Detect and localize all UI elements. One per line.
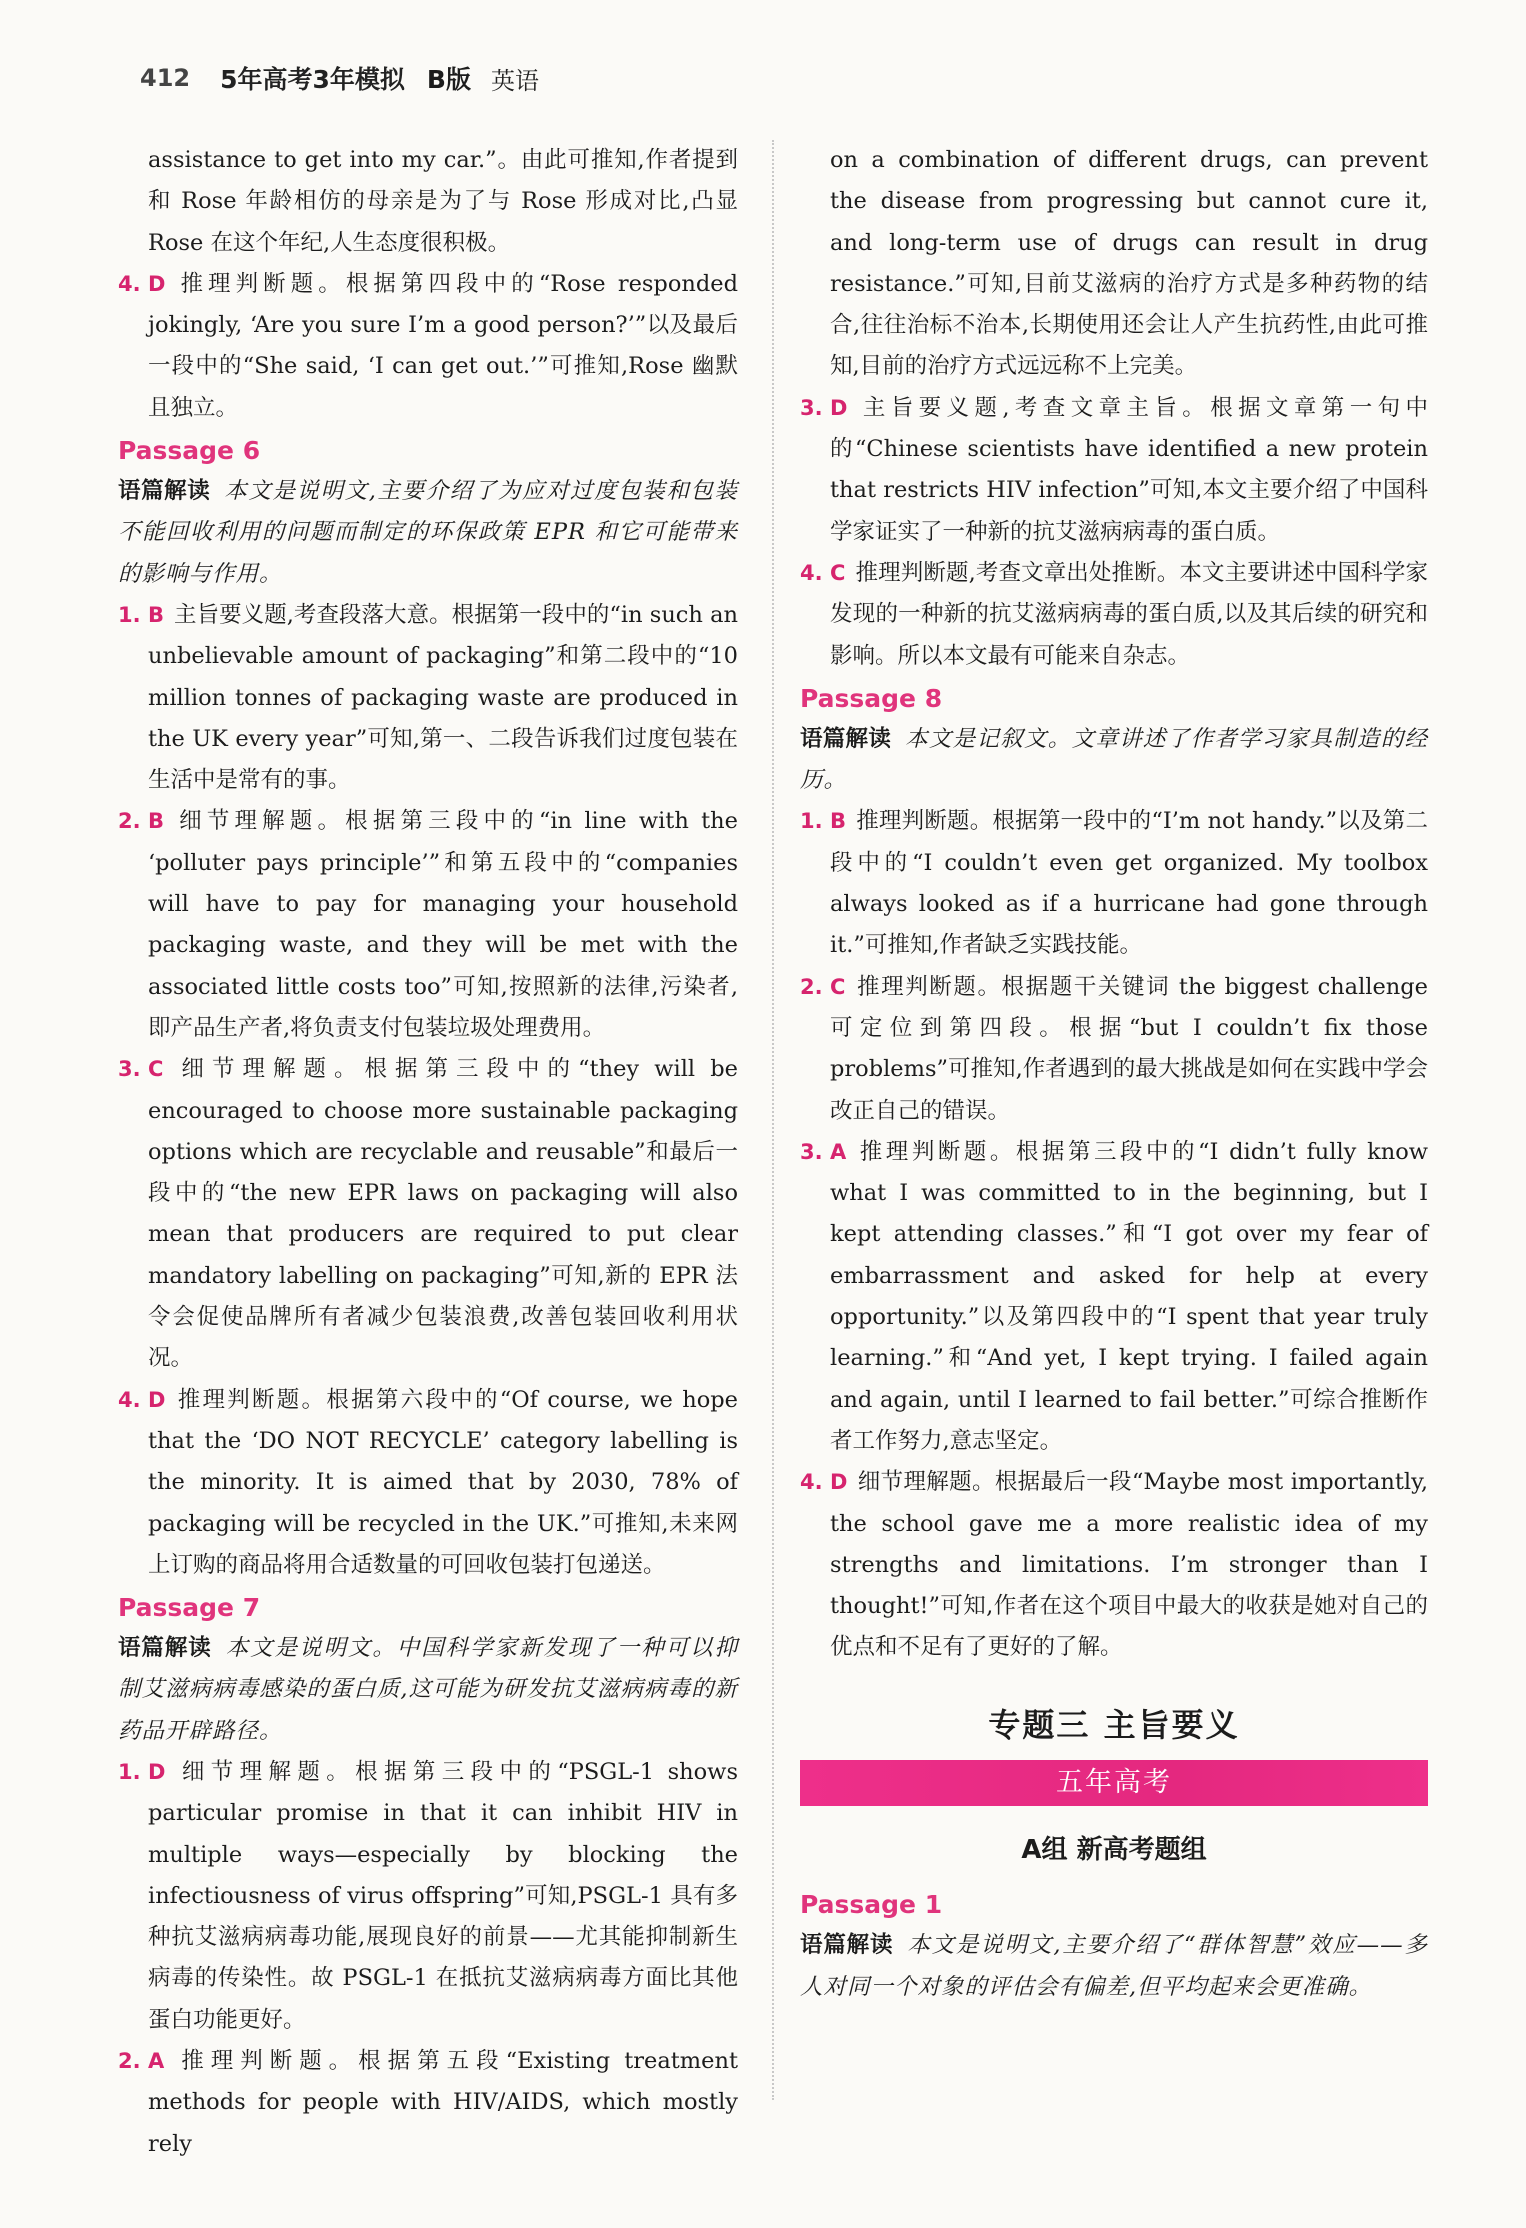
passage8-summary (800, 719, 1428, 802)
answer-item (800, 967, 1428, 1132)
answer-letter: C (830, 560, 846, 585)
left-column (118, 140, 738, 2165)
question-number: 4. (118, 271, 141, 296)
passage7-items-cont (800, 388, 1428, 677)
answer-letter: B (148, 809, 165, 834)
explanation-text: 推理判断题。根据题干关键词 the biggest challenge 可定位到第四段。根据“but I couldn’t fix those problems”可推知,作者遇到的最大挑战是如何在实践中学会改正自己的错误。 (830, 973, 1428, 1124)
explanation-text: 推理判断题。根据第五段“Existing treatment methods for people with HIV/AIDS, which mostly rely (148, 2048, 738, 2157)
summary-text: 本文是记叙文。文章讲述了作者学习家具制造的经历。 (800, 725, 1428, 794)
answer-letter: A (830, 1139, 847, 1164)
answer-letter: A (148, 2049, 165, 2074)
explanation-text: 推理判断题。根据第三段中的“I didn’t fully know what I was committed to in the beginning, but I kept attending classes.”和“I got over my fear of embarrassment and asked for help at every opportunity.”以及第四段中的“I spent that year truly learning.”和“And yet, I kept trying. I failed again and again, until I learned to fail better.”可综合推断作者工作努力,意志坚定。 (830, 1138, 1428, 1454)
page-header (140, 56, 1400, 100)
explanation-text: 细节理解题。根据第三段中的“in line with the ‘polluter pays principle’”和第五段中的“companies will have to pay for managing your household packaging waste, and they will be met with the associated little costs too”可知,按照新的法律,污染者,即产品生产者,将负责支付包装垃圾处理费用。 (148, 808, 738, 1041)
question-number: 3. (118, 1057, 141, 1082)
summary-label: 语篇解读 (800, 725, 892, 752)
book-title: 5年高考3年模拟 (220, 65, 405, 94)
explanation-text: 细节理解题。根据第三段中的“they will be encouraged to choose more sustainable packaging options which are recyclable and reusable”和最后一段中的“the new EPR laws on packaging will also mean that producers are required to put clear mandatory labelling on packaging”可知,新的 EPR 法令会促使品牌所有者减少包装浪费,改善包装回收利用状况。 (148, 1056, 738, 1372)
answer-letter: D (148, 1759, 166, 1784)
question-number: 3. (800, 395, 823, 420)
answer-item (800, 388, 1428, 553)
passage5-items (118, 264, 738, 429)
passage7-title: Passage 7 (118, 1593, 261, 1623)
book-subject: 英语 (490, 66, 539, 95)
summary-label: 语篇解读 (118, 1635, 212, 1662)
answer-item (118, 1752, 738, 2041)
topic-title: 专题三 主旨要义 (988, 1705, 1240, 1744)
explanation-text: 主旨要义题,考查段落大意。根据第一段中的“in such an unbelievable amount of packaging”和第二段中的“10 million tonnes of packaging waste are produced in the UK every year”可知,第一、二段告诉我们过度包装在生活中是常有的事。 (148, 601, 738, 794)
question-number: 2. (118, 809, 141, 834)
answer-item (800, 1462, 1428, 1668)
answer-letter: D (148, 1387, 166, 1412)
passage1-summary (800, 1925, 1428, 2008)
passage6-items (118, 595, 738, 1586)
answer-item (118, 1380, 738, 1586)
question-number: 1. (800, 809, 823, 834)
answer-item (800, 801, 1428, 966)
question-number: 4. (118, 1387, 141, 1412)
answer-item (118, 801, 738, 1049)
answer-letter: B (830, 809, 847, 834)
explanation-text: 主旨要义题,考查文章主旨。根据文章第一句中的“Chinese scientists have identified a new protein that restricts HIV infection”可知,本文主要介绍了中国科学家证实了一种新的抗艾滋病病毒的蛋白质。 (830, 394, 1428, 545)
explanation-text: 细节理解题。根据最后一段“Maybe most importantly, the school gave me a more realistic idea of my strengths and limitations. I’m stronger than I thought!”可知,作者在这个项目中最大的收获是她对自己的优点和不足有了更好的了解。 (830, 1469, 1428, 1661)
answer-item (118, 2041, 738, 2165)
answer-item (800, 553, 1428, 677)
passage8-items (800, 801, 1428, 1668)
summary-text: 本文是说明文,主要介绍了为应对过度包装和包装不能回收利用的问题而制定的环保政策 EPR 和它可能带来的影响与作用。 (118, 478, 738, 587)
summary-text: 本文是说明文,主要介绍了“群体智慧”效应——多人对同一个对象的评估会有偏差,但平均起来会更准确。 (800, 1932, 1428, 2000)
explanation-text: 推理判断题。根据第一段中的“I’m not handy.”以及第二段中的“I couldn’t even get organized. My toolbox always looked as if a hurricane had gone through it.”可推知,作者缺乏实践技能。 (830, 808, 1428, 959)
section-banner: 五年高考 (800, 1760, 1428, 1806)
passage6-summary (118, 471, 738, 595)
right-column (800, 140, 1428, 2008)
answer-item (118, 1049, 738, 1379)
passage5-continuation: assistance to get into my car.”。由此可推知,作者提到和 Rose 年龄相仿的母亲是为了与 Rose 形成对比,凸显 Rose 在这个年纪,人生态度很积极。 (148, 147, 738, 256)
answer-letter: C (830, 974, 846, 999)
answer-letter: D (148, 271, 166, 296)
book-edition: B版 (426, 65, 471, 94)
answer-letter: B (148, 602, 165, 627)
question-number: 1. (118, 602, 141, 627)
column-divider (772, 140, 774, 2100)
question-number: 2. (118, 2049, 141, 2074)
passage8-title: Passage 8 (800, 683, 943, 713)
answer-item (800, 1132, 1428, 1462)
question-number: 3. (800, 1139, 823, 1164)
passage7-continuation: on a combination of different drugs, can prevent the disease from progressing but cannot cure it, and long-term use of drugs can result in drug resistance.”可知,目前艾滋病的治疗方式是多种药物的结合,往往治标不治本,长期使用还会让人产生抗药性,由此可推知,目前的治疗方式远远称不上完美。 (830, 147, 1428, 380)
passage7-summary (118, 1628, 738, 1752)
question-number: 1. (118, 1759, 141, 1784)
page-number: 412 (140, 64, 191, 92)
passage7-items (118, 1752, 738, 2165)
question-number: 2. (800, 974, 823, 999)
answer-letter: C (148, 1057, 164, 1082)
question-number: 4. (800, 560, 823, 585)
passage1-title: Passage 1 (800, 1890, 943, 1920)
answer-item (118, 595, 738, 801)
summary-label: 语篇解读 (118, 478, 211, 505)
explanation-text: 细节理解题。根据第三段中的“PSGL-1 shows particular promise in that it can inhibit HIV in multiple ways—especially by blocking the infectiousness of virus offspring”可知,PSGL-1 具有多种抗艾滋病病毒功能,展现良好的前景——尤其能抑制新生病毒的传染性。故 PSGL-1 在抵抗艾滋病病毒方面比其他蛋白功能更好。 (148, 1758, 738, 2033)
explanation-text: 推理判断题。根据第六段中的“Of course, we hope that the ‘DO NOT RECYCLE’ category labelling is the minority. It is aimed that by 2030, 78% of packaging will be recycled in the UK.”可推知,未来网上订购的商品将用合适数量的可回收包装打包递送。 (148, 1386, 738, 1578)
explanation-text: 推理判断题。根据第四段中的“Rose responded jokingly, ‘Are you sure I’m a good person?’”以及最后一段中的“She said, ‘I can get out.’”可推知,Rose 幽默且独立。 (148, 270, 738, 421)
summary-text: 本文是说明文。中国科学家新发现了一种可以抑制艾滋病病毒感染的蛋白质,这可能为研发抗艾滋病病毒的新药品开辟路径。 (118, 1635, 738, 1744)
question-number: 4. (800, 1470, 823, 1495)
passage6-title: Passage 6 (118, 436, 261, 466)
answer-item (118, 264, 738, 429)
answer-letter: D (830, 1470, 848, 1495)
answer-letter: D (830, 395, 848, 420)
summary-label: 语篇解读 (800, 1932, 894, 1959)
explanation-text: 推理判断题,考查文章出处推断。本文主要讲述中国科学家发现的一种新的抗艾滋病病毒的蛋白质,以及其后续的研究和影响。所以本文最有可能来自杂志。 (830, 559, 1428, 669)
group-title: A组 新高考题组 (1021, 1834, 1207, 1865)
